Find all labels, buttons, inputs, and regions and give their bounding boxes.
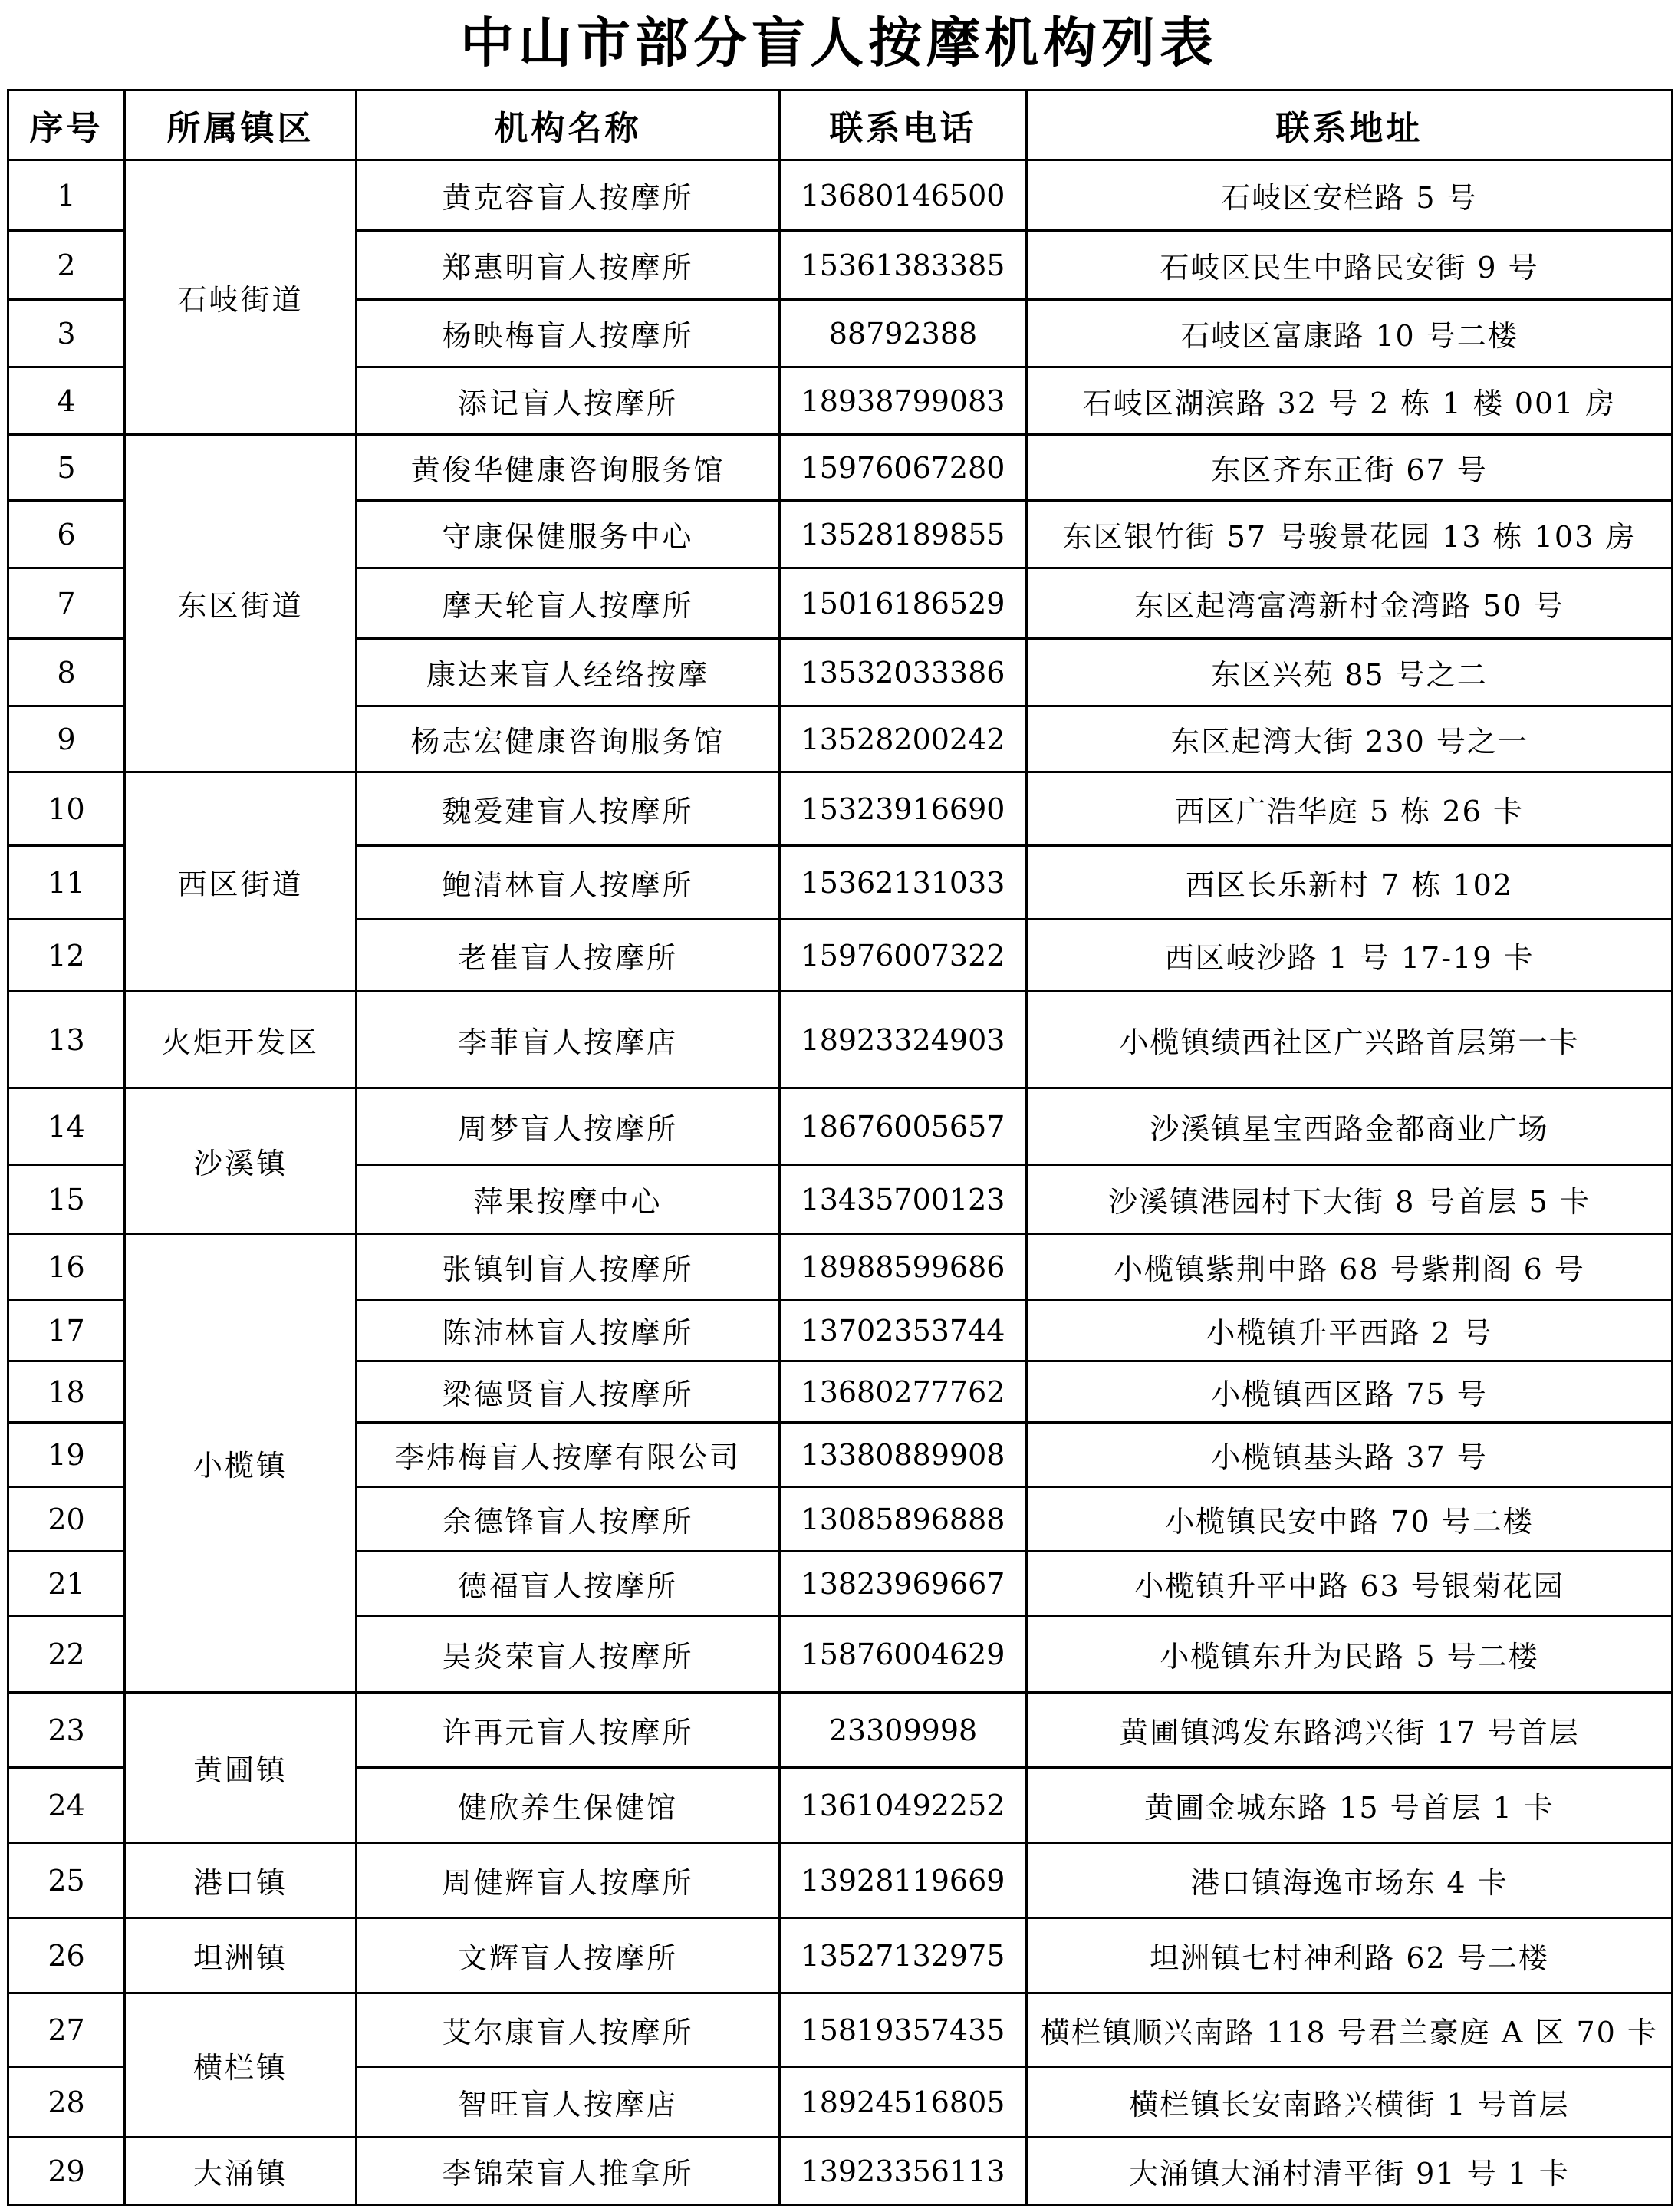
- seq-cell: 8: [8, 639, 125, 706]
- address-cell: 小榄镇升平中路 63 号银菊花园: [1027, 1552, 1673, 1616]
- name-cell: 梁德贤盲人按摩所: [357, 1361, 780, 1423]
- seq-cell: 21: [8, 1552, 125, 1616]
- phone-cell: 13532033386: [780, 639, 1027, 706]
- name-cell: 郑惠明盲人按摩所: [357, 231, 780, 300]
- district-cell: 横栏镇: [125, 1993, 357, 2138]
- district-cell: 大涌镇: [125, 2138, 357, 2205]
- name-cell: 李炜梅盲人按摩有限公司: [357, 1423, 780, 1487]
- phone-cell: 13085896888: [780, 1487, 1027, 1552]
- name-cell: 张镇钊盲人按摩所: [357, 1234, 780, 1300]
- table-row: [8, 2138, 1673, 2205]
- phone-cell: 13928119669: [780, 1843, 1027, 1918]
- phone-cell: 13528189855: [780, 501, 1027, 568]
- name-cell: 艾尔康盲人按摩所: [357, 1993, 780, 2067]
- seq-cell: 27: [8, 1993, 125, 2067]
- seq-cell: 12: [8, 920, 125, 992]
- seq-cell: 14: [8, 1088, 125, 1165]
- seq-cell: 18: [8, 1361, 125, 1423]
- name-cell: 余德锋盲人按摩所: [357, 1487, 780, 1552]
- address-cell: 石岐区湖滨路 32 号 2 栋 1 楼 001 房: [1027, 367, 1673, 435]
- phone-cell: 13823969667: [780, 1552, 1027, 1616]
- address-cell: 小榄镇东升为民路 5 号二楼: [1027, 1616, 1673, 1693]
- address-cell: 黄圃镇鸿发东路鸿兴街 17 号首层: [1027, 1693, 1673, 1768]
- address-cell: 西区岐沙路 1 号 17-19 卡: [1027, 920, 1673, 992]
- name-cell: 魏爱建盲人按摩所: [357, 772, 780, 846]
- table-row: [8, 1993, 1673, 2067]
- name-cell: 李菲盲人按摩店: [357, 992, 780, 1088]
- table-row: [8, 772, 1673, 846]
- district-cell: 港口镇: [125, 1843, 357, 1918]
- name-cell: 德福盲人按摩所: [357, 1552, 780, 1616]
- name-cell: 周健辉盲人按摩所: [357, 1843, 780, 1918]
- seq-cell: 15: [8, 1165, 125, 1234]
- table-row: [8, 1234, 1673, 1300]
- district-cell: 黄圃镇: [125, 1693, 357, 1843]
- address-cell: 西区长乐新村 7 栋 102: [1027, 846, 1673, 920]
- name-cell: 守康保健服务中心: [357, 501, 780, 568]
- name-cell: 智旺盲人按摩店: [357, 2067, 780, 2138]
- phone-cell: 13380889908: [780, 1423, 1027, 1487]
- address-cell: 沙溪镇港园村下大街 8 号首层 5 卡: [1027, 1165, 1673, 1234]
- phone-cell: 18924516805: [780, 2067, 1027, 2138]
- phone-cell: 13435700123: [780, 1165, 1027, 1234]
- address-cell: 黄圃金城东路 15 号首层 1 卡: [1027, 1768, 1673, 1843]
- phone-cell: 18676005657: [780, 1088, 1027, 1165]
- phone-cell: 13702353744: [780, 1300, 1027, 1361]
- header-seq: 序号: [8, 91, 125, 160]
- phone-cell: 13680277762: [780, 1361, 1027, 1423]
- seq-cell: 6: [8, 501, 125, 568]
- phone-cell: 13923356113: [780, 2138, 1027, 2205]
- address-cell: 东区银竹街 57 号骏景花园 13 栋 103 房: [1027, 501, 1673, 568]
- phone-cell: 15876004629: [780, 1616, 1027, 1693]
- phone-cell: 15016186529: [780, 568, 1027, 639]
- address-cell: 横栏镇长安南路兴横街 1 号首层: [1027, 2067, 1673, 2138]
- header-name: 机构名称: [357, 91, 780, 160]
- phone-cell: 23309998: [780, 1693, 1027, 1768]
- name-cell: 添记盲人按摩所: [357, 367, 780, 435]
- seq-cell: 22: [8, 1616, 125, 1693]
- phone-cell: 15819357435: [780, 1993, 1027, 2067]
- seq-cell: 11: [8, 846, 125, 920]
- seq-cell: 4: [8, 367, 125, 435]
- address-cell: 沙溪镇星宝西路金都商业广场: [1027, 1088, 1673, 1165]
- name-cell: 萍果按摩中心: [357, 1165, 780, 1234]
- seq-cell: 3: [8, 300, 125, 367]
- name-cell: 康达来盲人经络按摩: [357, 639, 780, 706]
- name-cell: 杨志宏健康咨询服务馆: [357, 706, 780, 772]
- seq-cell: 26: [8, 1918, 125, 1993]
- phone-cell: 18988599686: [780, 1234, 1027, 1300]
- address-cell: 石岐区民生中路民安街 9 号: [1027, 231, 1673, 300]
- seq-cell: 7: [8, 568, 125, 639]
- table-row: [8, 1918, 1673, 1993]
- district-cell: 火炬开发区: [125, 992, 357, 1088]
- address-cell: 东区起湾富湾新村金湾路 50 号: [1027, 568, 1673, 639]
- address-cell: 小榄镇民安中路 70 号二楼: [1027, 1487, 1673, 1552]
- name-cell: 李锦荣盲人推拿所: [357, 2138, 780, 2205]
- address-cell: 小榄镇西区路 75 号: [1027, 1361, 1673, 1423]
- address-cell: 大涌镇大涌村清平街 91 号 1 卡: [1027, 2138, 1673, 2205]
- seq-cell: 2: [8, 231, 125, 300]
- phone-cell: 13610492252: [780, 1768, 1027, 1843]
- phone-cell: 88792388: [780, 300, 1027, 367]
- seq-cell: 29: [8, 2138, 125, 2205]
- seq-cell: 17: [8, 1300, 125, 1361]
- seq-cell: 5: [8, 435, 125, 501]
- district-cell: 沙溪镇: [125, 1088, 357, 1234]
- address-cell: 东区齐东正街 67 号: [1027, 435, 1673, 501]
- address-cell: 石岐区富康路 10 号二楼: [1027, 300, 1673, 367]
- header-district: 所属镇区: [125, 91, 357, 160]
- address-cell: 东区兴苑 85 号之二: [1027, 639, 1673, 706]
- table-row: [8, 160, 1673, 231]
- address-cell: 坦洲镇七村神利路 62 号二楼: [1027, 1918, 1673, 1993]
- name-cell: 杨映梅盲人按摩所: [357, 300, 780, 367]
- seq-cell: 10: [8, 772, 125, 846]
- name-cell: 文辉盲人按摩所: [357, 1918, 780, 1993]
- district-cell: 西区街道: [125, 772, 357, 992]
- seq-cell: 9: [8, 706, 125, 772]
- address-cell: 横栏镇顺兴南路 118 号君兰豪庭 A 区 70 卡: [1027, 1993, 1673, 2067]
- address-cell: 东区起湾大街 230 号之一: [1027, 706, 1673, 772]
- phone-cell: 13527132975: [780, 1918, 1027, 1993]
- seq-cell: 23: [8, 1693, 125, 1768]
- phone-cell: 15976007322: [780, 920, 1027, 992]
- name-cell: 黄俊华健康咨询服务馆: [357, 435, 780, 501]
- name-cell: 许再元盲人按摩所: [357, 1693, 780, 1768]
- address-cell: 石岐区安栏路 5 号: [1027, 160, 1673, 231]
- name-cell: 黄克容盲人按摩所: [357, 160, 780, 231]
- header-phone: 联系电话: [780, 91, 1027, 160]
- address-cell: 小榄镇基头路 37 号: [1027, 1423, 1673, 1487]
- phone-cell: 15323916690: [780, 772, 1027, 846]
- name-cell: 摩天轮盲人按摩所: [357, 568, 780, 639]
- seq-cell: 25: [8, 1843, 125, 1918]
- header-address: 联系地址: [1027, 91, 1673, 160]
- seq-cell: 28: [8, 2067, 125, 2138]
- phone-cell: 18938799083: [780, 367, 1027, 435]
- name-cell: 吴炎荣盲人按摩所: [357, 1616, 780, 1693]
- phone-cell: 18923324903: [780, 992, 1027, 1088]
- address-cell: 港口镇海逸市场东 4 卡: [1027, 1843, 1673, 1918]
- phone-cell: 15362131033: [780, 846, 1027, 920]
- institution-table: [7, 89, 1673, 2206]
- address-cell: 西区广浩华庭 5 栋 26 卡: [1027, 772, 1673, 846]
- seq-cell: 1: [8, 160, 125, 231]
- phone-cell: 13680146500: [780, 160, 1027, 231]
- name-cell: 周梦盲人按摩所: [357, 1088, 780, 1165]
- phone-cell: 13528200242: [780, 706, 1027, 772]
- table-row: [8, 435, 1673, 501]
- name-cell: 陈沛林盲人按摩所: [357, 1300, 780, 1361]
- phone-cell: 15361383385: [780, 231, 1027, 300]
- address-cell: 小榄镇绩西社区广兴路首层第一卡: [1027, 992, 1673, 1088]
- page-title: 中山市部分盲人按摩机构列表: [460, 12, 1218, 74]
- district-cell: 石岐街道: [125, 160, 357, 435]
- phone-cell: 15976067280: [780, 435, 1027, 501]
- name-cell: 健欣养生保健馆: [357, 1768, 780, 1843]
- table-header-row: [8, 91, 1673, 160]
- name-cell: 老崔盲人按摩所: [357, 920, 780, 992]
- seq-cell: 20: [8, 1487, 125, 1552]
- table-row: [8, 1693, 1673, 1768]
- seq-cell: 19: [8, 1423, 125, 1487]
- name-cell: 鲍清林盲人按摩所: [357, 846, 780, 920]
- district-cell: 小榄镇: [125, 1234, 357, 1693]
- seq-cell: 24: [8, 1768, 125, 1843]
- address-cell: 小榄镇紫荆中路 68 号紫荆阁 6 号: [1027, 1234, 1673, 1300]
- table-row: [8, 992, 1673, 1088]
- seq-cell: 13: [8, 992, 125, 1088]
- address-cell: 小榄镇升平西路 2 号: [1027, 1300, 1673, 1361]
- table-row: [8, 1088, 1673, 1165]
- district-cell: 坦洲镇: [125, 1918, 357, 1993]
- district-cell: 东区街道: [125, 435, 357, 772]
- seq-cell: 16: [8, 1234, 125, 1300]
- table-row: [8, 1843, 1673, 1918]
